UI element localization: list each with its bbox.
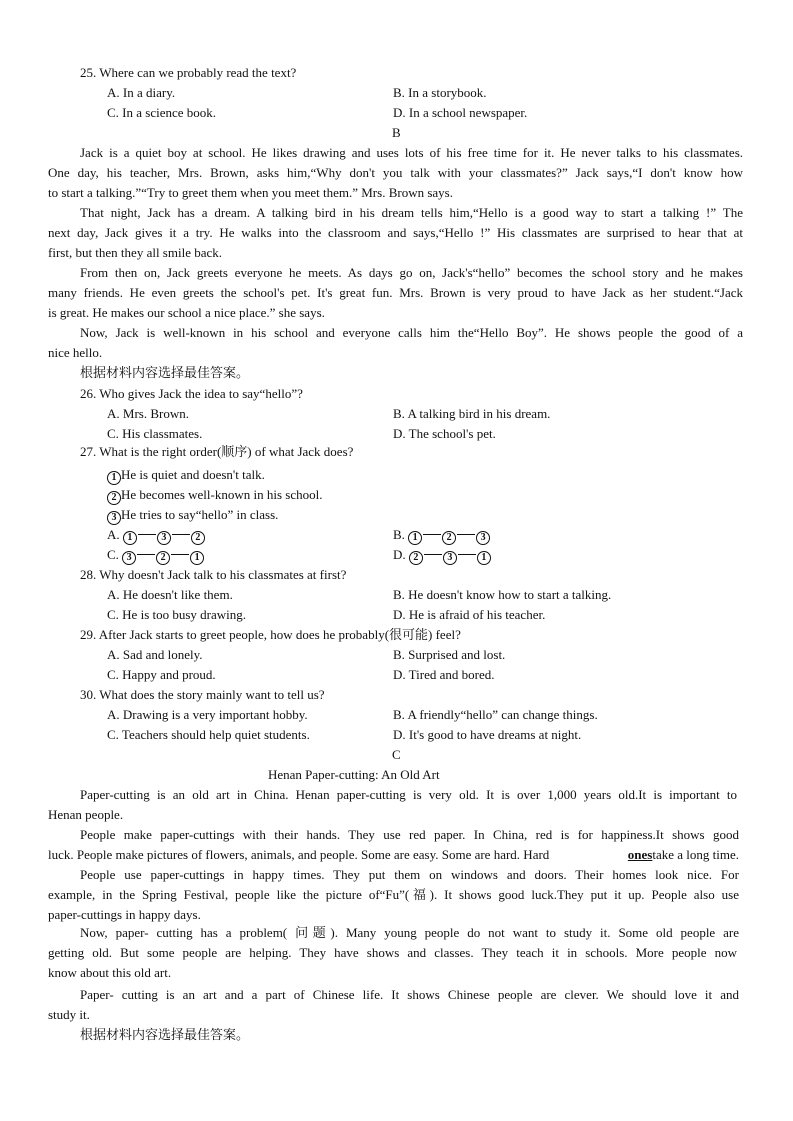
passage-b-line: to start a talking.”“Try to greet them when you meet them.” Mrs. Brown says.: [48, 185, 453, 200]
q27-stem: 27. What is the right order(顺序) of what Jack does?: [80, 444, 354, 459]
q27-option-b: [393, 525, 490, 545]
q29-option-c: C. Happy and proud.: [107, 667, 216, 682]
passage-b-line: One day, his teacher, Mrs. Brown, asks him,“Why don't you talk with your classmates?” Jack says,“I don't know how: [48, 165, 743, 180]
passage-c-text: luck. People make pictures of flowers, animals, and people. Some are easy. Some are hard. Hard: [48, 847, 550, 862]
q30-option-d: D. It's good to have dreams at night.: [393, 727, 582, 742]
circled-number-2: 2: [409, 551, 423, 565]
circled-number-2: 2: [107, 491, 121, 505]
circled-number-1: 1: [123, 531, 137, 545]
passage-b-line: Now, Jack is well-known in his school and everyone calls him the“Hello Boy”. He shows people the good of a: [80, 325, 743, 340]
q27-option-a-label: A.: [107, 527, 120, 542]
passage-b-line: Jack is a quiet boy at school. He likes drawing and uses lots of his free time for it. He never talks to his classmates.: [80, 145, 743, 160]
q30-option-b: B. A friendly“hello” can change things.: [393, 707, 598, 722]
q27-option-c-label: C.: [107, 547, 119, 562]
q27-item-1-text: He is quiet and doesn't talk.: [121, 467, 265, 482]
passage-c-line: People use paper-cuttings in happy times. They put them on windows and doors. Their homes look nice. For: [80, 867, 739, 882]
passage-c-line: Now, paper- cutting has a problem( 问题). Many young people do not want to study it. Some old people are: [80, 925, 739, 940]
section-c-letter: C: [392, 747, 401, 762]
q28-option-b: B. He doesn't know how to start a talking.: [393, 587, 612, 602]
circled-number-2: 2: [442, 531, 456, 545]
q26-option-a: A. Mrs. Brown.: [107, 406, 189, 421]
passage-c-title: Henan Paper-cutting: An Old Art: [268, 767, 440, 782]
dash: [423, 534, 441, 535]
passage-b-line: is great. He makes our school a nice place.” she says.: [48, 305, 325, 320]
q27-item-1: [107, 465, 265, 485]
q25-option-c: C. In a science book.: [107, 105, 217, 120]
passage-c-text: take a long time.: [652, 847, 739, 862]
q29-stem: 29. After Jack starts to greet people, how does he probably(很可能) feel?: [80, 627, 461, 642]
passage-c-line-with-underline: [48, 845, 739, 865]
passage-c-line: study it.: [48, 1007, 90, 1022]
q27-option-d-label: D.: [393, 547, 406, 562]
passage-c-line: People make paper-cuttings with their hands. They use red paper. In China, red is for happiness.It shows good: [80, 827, 739, 842]
passage-b-line: nice hello.: [48, 345, 103, 360]
circled-number-1: 1: [408, 531, 422, 545]
passage-c-line: paper-cuttings in happy days.: [48, 907, 201, 922]
dash: [458, 554, 476, 555]
q27-item-3-text: He tries to say“hello” in class.: [121, 507, 279, 522]
circled-number-1: 1: [477, 551, 491, 565]
q27-option-c: [107, 545, 204, 565]
q25-stem: 25. Where can we probably read the text?: [80, 65, 297, 80]
circled-number-1: 1: [190, 551, 204, 565]
dash: [138, 534, 156, 535]
q27-item-2-text: He becomes well-known in his school.: [121, 487, 323, 502]
q25-option-d: D. In a school newspaper.: [393, 105, 528, 120]
circled-number-3: 3: [443, 551, 457, 565]
passage-b-line: next day, Jack gives it a try. He walks into the classroom and says,“Hello !” His classmates are surprised to hear that at: [48, 225, 743, 240]
q27-option-d: [393, 545, 491, 565]
q27-item-2: [107, 485, 322, 505]
circled-number-3: 3: [476, 531, 490, 545]
underlined-word: ones: [627, 847, 653, 862]
q27-option-a: [107, 525, 205, 545]
q26-option-d: D. The school's pet.: [393, 426, 496, 441]
passage-b-line: first, but then they all smile back.: [48, 245, 223, 260]
passage-b-line: That night, Jack has a dream. A talking bird in his dream tells him,“Hello is a good way to start a talking !” The: [80, 205, 743, 220]
circled-number-3: 3: [157, 531, 171, 545]
passage-c-line: Paper-cutting is an old art in China. Henan paper-cutting is very old. It is over 1,000 years old.It is important to: [80, 787, 737, 802]
instruction-c: 根据材料内容选择最佳答案。: [80, 1027, 250, 1042]
circled-number-1: 1: [107, 471, 121, 485]
dash: [457, 534, 475, 535]
dash: [172, 534, 190, 535]
q28-option-d: D. He is afraid of his teacher.: [393, 607, 546, 622]
circled-number-3: 3: [107, 511, 121, 525]
section-b-letter: B: [392, 125, 401, 140]
passage-c-line: getting old. But some people are helping. They have shows and classes. They teach it in schools. More people now: [48, 945, 737, 960]
q25-option-a: A. In a diary.: [107, 85, 176, 100]
circled-number-3: 3: [122, 551, 136, 565]
q30-option-a: A. Drawing is a very important hobby.: [107, 707, 308, 722]
q29-option-d: D. Tired and bored.: [393, 667, 495, 682]
q26-option-b: B. A talking bird in his dream.: [393, 406, 551, 421]
q29-option-a: A. Sad and lonely.: [107, 647, 203, 662]
dash: [171, 554, 189, 555]
q26-option-c: C. His classmates.: [107, 426, 203, 441]
passage-c-line: know about this old art.: [48, 965, 172, 980]
passage-c-line: Henan people.: [48, 807, 124, 822]
q26-stem: 26. Who gives Jack the idea to say“hello”?: [80, 386, 303, 401]
circled-number-2: 2: [156, 551, 170, 565]
dash: [424, 554, 442, 555]
q27-item-3: [107, 505, 278, 525]
q30-stem: 30. What does the story mainly want to tell us?: [80, 687, 325, 702]
passage-b-line: many friends. He even greets the school's pet. It's great fun. Mrs. Brown is very proud to have Jack as her student.“Jack: [48, 285, 743, 300]
q27-option-b-label: B.: [393, 527, 405, 542]
passage-c-line: Paper- cutting is an art and a part of Chinese life. It shows Chinese people are clever. We should love it and: [80, 987, 739, 1002]
q25-option-b: B. In a storybook.: [393, 85, 487, 100]
q29-option-b: B. Surprised and lost.: [393, 647, 506, 662]
q30-option-c: C. Teachers should help quiet students.: [107, 727, 310, 742]
q28-option-a: A. He doesn't like them.: [107, 587, 233, 602]
dash: [137, 554, 155, 555]
passage-c-line: example, in the Spring Festival, people like the picture of“Fu”(福). It shows good luck.They put it up. People also use: [48, 887, 739, 902]
q28-stem: 28. Why doesn't Jack talk to his classmates at first?: [80, 567, 347, 582]
q28-option-c: C. He is too busy drawing.: [107, 607, 247, 622]
passage-b-line: From then on, Jack greets everyone he meets. As days go on, Jack's“hello” becomes the school story and he makes: [80, 265, 743, 280]
instruction-b: 根据材料内容选择最佳答案。: [80, 365, 250, 380]
circled-number-2: 2: [191, 531, 205, 545]
